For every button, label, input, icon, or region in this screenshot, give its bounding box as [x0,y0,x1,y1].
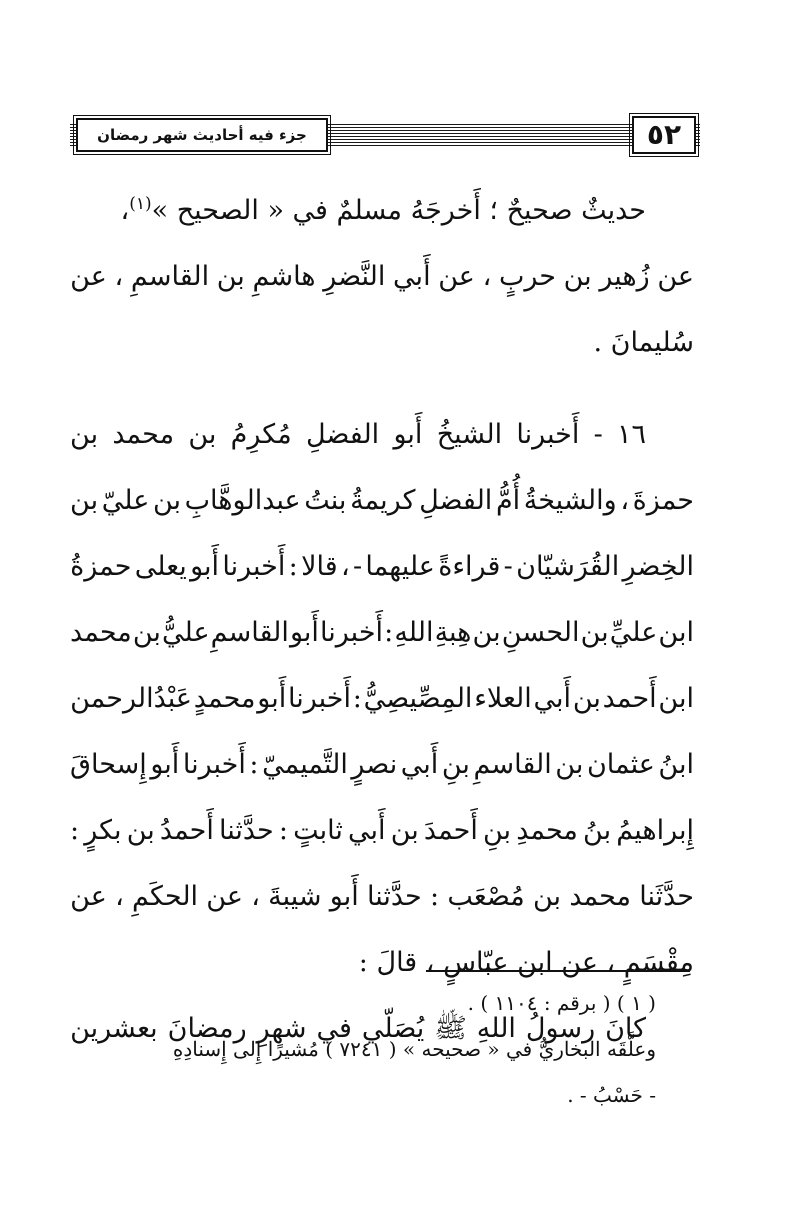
word: أَبي [348,815,386,846]
word: بن [533,881,562,912]
text-line-8-content [70,666,694,732]
word: إِبراهيمُ [616,815,694,846]
word: الحكَمِ [132,881,199,912]
word: عليُّ [162,617,210,648]
text-line-3 [70,310,694,376]
word: شهرِ [256,1013,307,1044]
word: حمزةَ [632,485,694,516]
word: يُصَلّي [361,1013,425,1044]
word: النَّضرِ [323,261,386,292]
text-line-10 [70,798,694,864]
word: : [278,815,288,846]
word: مُصْعَب [447,881,525,912]
word: ، [482,261,492,292]
word: رسولُ [525,1013,596,1044]
word: عن [657,261,694,292]
running-header-title [76,118,328,152]
text-line-2-content [70,244,694,310]
word: أَحمدُ [159,815,214,846]
word: الشيخُ [436,419,503,450]
word: - [503,551,513,582]
word: بن [472,617,501,648]
word: عبدالوهَّابِ [184,485,301,516]
word: عن [70,881,107,912]
word: القاسمِ [130,261,210,292]
word: كريمةُ [350,485,416,516]
word: : [352,683,362,714]
word: هاشمِ [252,261,316,292]
word: القُرَشيّان [516,551,620,582]
word: أَبي [393,261,431,292]
word: شيبةَ [268,881,322,912]
word: ، [340,551,350,582]
word: عثمان [586,749,655,780]
word: محمدِ [516,815,578,846]
word: كانَ [605,1013,646,1044]
word: محمدٍ [193,683,256,714]
word: والشيخةُ [523,485,617,516]
page-number-text: ٥٢ [646,118,682,151]
word: في [316,1013,352,1044]
word: ، [115,881,124,912]
word: بنِ [483,815,512,846]
word: أَبو [190,551,220,582]
word: عليِّ [609,617,658,648]
text-line-1 [70,178,694,244]
word: المِصِّيصِيُّ [363,683,473,714]
footnote-reference-suffix: ، [120,195,130,226]
word: بنِ [441,749,470,780]
word: بن [152,485,182,516]
word: بن [390,815,419,846]
word: أَخبرنا [516,419,580,450]
word: ابنُ [658,749,694,780]
footnotes [70,980,694,1118]
word: عليهما [365,551,435,582]
word: ، [114,261,124,292]
word: أَحمدَ [423,815,478,846]
text-line-2 [70,244,694,310]
text-line-6 [70,534,694,600]
word: عن [70,261,107,292]
word: بن [70,419,99,450]
text-line-7 [70,600,694,666]
word: إِسحاقَ [70,749,147,780]
word: بنتُ [304,485,347,516]
word: الحسنِ [501,617,580,648]
word: محمد [112,419,175,450]
word: اللهِ [476,1013,516,1044]
word: بن [563,261,592,292]
word: بن [70,485,99,516]
word: يعلى [134,551,187,582]
page-number [632,116,696,154]
word: بن [555,749,584,780]
word: زُهير [599,261,650,292]
word: حربٍ [498,261,556,292]
word: اللهِ [394,617,434,648]
footnote-separator [426,970,690,972]
word: أَخبرنا [182,749,246,780]
text-line-9-content [70,732,694,798]
text-line-10-content [70,798,694,864]
word: قراءةً [438,551,501,582]
word: أَحمد [602,683,657,714]
word: مُكرِمُ [230,419,292,450]
word: ابن [658,683,694,714]
word: عليّ [101,485,150,516]
footnote-line-3 [70,1072,694,1118]
word: حمزةُ [70,551,132,582]
word: بن [132,617,161,648]
word: ﷺ [434,1013,467,1044]
word: : [70,815,80,846]
word: أُمُّ [495,485,521,516]
footnote-line-3-content: - حَسْبُ - . [567,1083,656,1107]
word: أَخبرنا [222,551,286,582]
word: بن [216,261,245,292]
word: بعشرين [70,1013,158,1044]
footnote-reference: (١) [129,194,152,214]
word: رمضانَ [167,1013,247,1044]
text-line-4-content [70,402,646,468]
text-line-3-content: سُليمانَ . [593,327,694,358]
word: أَبي [400,749,439,780]
footnote-line-2-content: وعلَّقَه البخاريُّ في « صحيحه » ( ٧٢٤١ ) مُشيرًا إِلى إِسنادِهِ [172,1037,656,1061]
text-line-11 [70,864,694,930]
text-line-6-content [70,534,694,600]
footnote-line-1-content: ( ١ ) ( برقم : ١١٠٤ ) . [467,991,656,1015]
book-title-text: جزء فيه أحاديث شهر رمضان [97,126,307,144]
word: عن [438,261,475,292]
word: بكرٍ [84,815,122,846]
text-line-5-content [70,468,694,534]
word: قالا [301,551,338,582]
text-line-7-content [70,600,694,666]
word: : [430,881,440,912]
word: أَبي [533,683,572,714]
word: أَخبرنا [320,617,384,648]
word: بن [188,419,217,450]
text-line-8 [70,666,694,732]
word: العلاء [474,683,532,714]
word: نصرٍ [351,749,398,780]
word: : [288,551,298,582]
word: هِبةِ [434,617,472,648]
word: بن [572,683,601,714]
main-text [70,178,694,1062]
text-line-12-content: مِقْسَمٍ ، عن ابن عبّاسٍ ، قالَ : [358,947,694,978]
word: بنُ [583,815,612,846]
word: حدَّثنا [367,881,422,912]
footnote-line-2 [70,1026,694,1072]
word: حدَّثنا [219,815,274,846]
word: أَبو [150,749,180,780]
word: أَبو [329,881,359,912]
word: : [249,749,259,780]
text-line-9 [70,732,694,798]
word: الخِضرِ [622,551,694,582]
word: عَبْدُالرحمن [70,683,193,714]
text-line-11-content [70,864,694,930]
word: بن [126,815,155,846]
word: أَبو [393,419,423,450]
word: محمد [569,881,631,912]
word: ثابتٍ [293,815,343,846]
word: أَبو [257,683,287,714]
text-line-5 [70,468,694,534]
word: ، [251,881,260,912]
text-line-4 [70,402,694,468]
word: القاسمِ [210,617,289,648]
word: - [593,419,603,450]
word: بن [580,617,609,648]
word: أَبو [289,617,319,648]
word: أَخبرنا [287,683,351,714]
word: حدَّثَنا [639,881,694,912]
word: ابن [658,617,694,648]
word: ، [620,485,630,516]
running-header [70,118,700,158]
word: : [384,617,394,648]
word: التَّميميّ [262,749,348,780]
footnote-line-1 [70,980,694,1026]
word: القاسمِ [473,749,552,780]
word: ١٦ [616,419,646,450]
word: الفضلِ [305,419,380,450]
word: - [352,551,363,582]
word: عن [206,881,243,912]
text-line-1-content: حديثٌ صحيحٌ ؛ أَخرجَهُ مسلمٌ في « الصحيح » [151,195,646,226]
word: الفضلِ [419,485,493,516]
word: محمد [70,617,132,648]
